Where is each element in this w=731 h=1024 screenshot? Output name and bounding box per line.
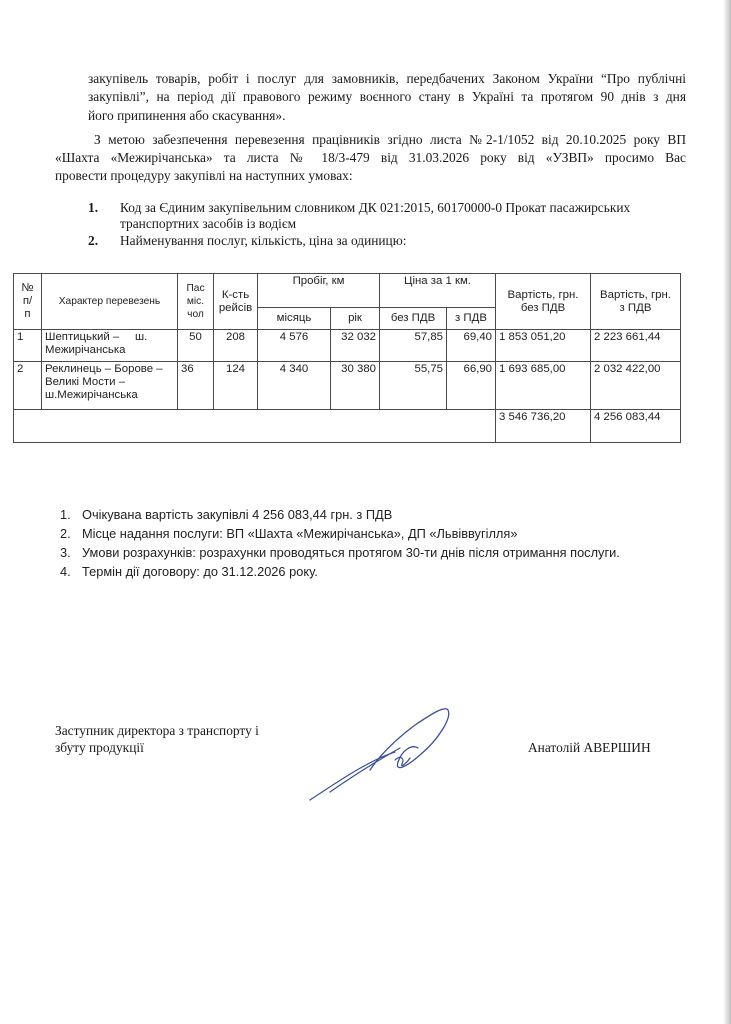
header-num-line: п [24, 308, 31, 320]
condition-text: Найменування послуг, кількість, ціна за одиницю: [120, 233, 407, 248]
table-row [14, 362, 681, 410]
row-price-vat: 66,90 [447, 362, 496, 410]
list-item-text: Місце надання послуги: ВП «Шахта «Межирічанська», ДП «Львіввугілля» [82, 526, 518, 541]
header-price: Ціна за 1 км. [380, 274, 496, 308]
header-year: рік [331, 308, 380, 330]
table-row [14, 330, 681, 362]
row-month-km: 4 576 [258, 330, 331, 362]
total-cost-no-vat: 3 546 736,20 [496, 410, 591, 443]
header-cost-line: без ПДВ [520, 301, 566, 314]
condition-text-line: Код за Єдиним закупівельним словником ДК 021:2015, 60170000-0 Прокат пасажирських [120, 200, 631, 215]
list-item-number: 1. [60, 507, 71, 522]
list-item-number: 2. [60, 526, 71, 541]
intro-line-3: його припинення або скасування». [88, 108, 286, 123]
row-price-no-vat: 55,75 [380, 362, 447, 410]
list-item-text: Умови розрахунків: розрахунки проводяться протягом 30-ти днів після отримання послуги. [82, 545, 620, 560]
header-cost-line: Вартість, грн. [507, 288, 579, 301]
header-num-line: п/ [22, 295, 33, 307]
row-price-vat: 69,40 [447, 330, 496, 362]
table-header-row [14, 274, 681, 308]
header-num [14, 274, 42, 330]
condition-text [120, 200, 686, 232]
purpose-line-1: З метою забезпечення перевезення працівників згідно листа №2-1/1052 від 20.10.2025 року ВП [94, 132, 686, 147]
row-cost-no-vat: 1 853 051,20 [496, 330, 591, 362]
row-trips: 208 [214, 330, 258, 362]
list-item-text: Очікувана вартість закупівлі 4 256 083,44 грн. з ПДВ [82, 507, 393, 522]
header-month: місяць [258, 308, 331, 330]
header-num-line: № [21, 282, 34, 294]
route-line: Шептицький – ш. [45, 331, 148, 343]
header-seats-line: чол [187, 309, 204, 320]
condition-item-1 [88, 200, 688, 234]
handwritten-signature [300, 700, 460, 805]
total-cost-vat: 4 256 083,44 [591, 410, 681, 443]
purpose-line-3: провести процедуру закупівлі на наступних умовах: [55, 168, 353, 183]
scan-edge-shadow [723, 0, 731, 1024]
list-item-number: 4. [60, 564, 71, 579]
row-price-no-vat: 57,85 [380, 330, 447, 362]
condition-number: 2. [88, 233, 99, 248]
route-line: ш.Межирічанська [45, 389, 138, 401]
header-seats [178, 274, 214, 330]
signatory-name: Анатолій АВЕРШИН [528, 740, 651, 755]
intro-line-2: закупівлі”, на період дії правового режиму воєнного стану в Україні та протягом 90 днів з дня [88, 89, 686, 104]
header-no-vat: без ПДВ [380, 308, 447, 330]
header-mileage: Пробіг, км [258, 274, 380, 308]
header-seats-line: міс. [186, 296, 205, 307]
total-empty-cell [14, 410, 496, 443]
header-character: Характер перевезень [42, 274, 178, 330]
table-total-row [14, 410, 681, 443]
row-cost-no-vat: 1 693 685,00 [496, 362, 591, 410]
row-seats: 50 [178, 330, 214, 362]
purpose-line-2: «Шахта «Межирічанська» та листа № 18/3-479 від 31.03.2026 року від «УЗВП» просимо Вас [55, 150, 686, 165]
intro-line-1: закупівель товарів, робіт і послуг для замовників, передбачених Законом України “Про публічні [88, 71, 686, 86]
list-item-number: 3. [60, 545, 71, 560]
header-seats-line: Пас [186, 283, 205, 294]
route-line: Великі Мости – [45, 376, 125, 388]
row-year-km: 32 032 [331, 330, 380, 362]
route-line: Межирічанська [45, 344, 126, 356]
row-num: 2 [14, 362, 42, 410]
row-num: 1 [14, 330, 42, 362]
route-line: Реклинець – Борове – [45, 363, 163, 375]
condition-item-2 [88, 233, 688, 251]
condition-text-line: транспортних засобів із водієм [120, 216, 297, 231]
header-cost-no-vat [496, 274, 591, 330]
list-item-text: Термін дії договору: до 31.12.2026 року. [82, 564, 318, 579]
row-year-km: 30 380 [331, 362, 380, 410]
condition-number: 1. [88, 200, 99, 215]
row-trips: 124 [214, 362, 258, 410]
signatory-position-line-1: Заступник директора з транспорту і [55, 723, 259, 738]
header-trips-line: рейсів [218, 301, 253, 314]
services-table [13, 273, 681, 443]
header-cost-line: Вартість, грн. [600, 288, 671, 301]
header-cost-line: з ПДВ [619, 301, 652, 314]
row-cost-vat: 2 223 661,44 [591, 330, 681, 362]
row-month-km: 4 340 [258, 362, 331, 410]
row-seats: 36 [178, 362, 214, 410]
header-trips-line: К-сть [221, 288, 250, 301]
header-trips [214, 274, 258, 330]
header-with-vat: з ПДВ [447, 308, 496, 330]
row-route [42, 330, 178, 362]
row-cost-vat: 2 032 422,00 [591, 362, 681, 410]
signatory-position-line-2: збуту продукції [55, 740, 144, 755]
row-route [42, 362, 178, 410]
header-cost-vat [591, 274, 681, 330]
